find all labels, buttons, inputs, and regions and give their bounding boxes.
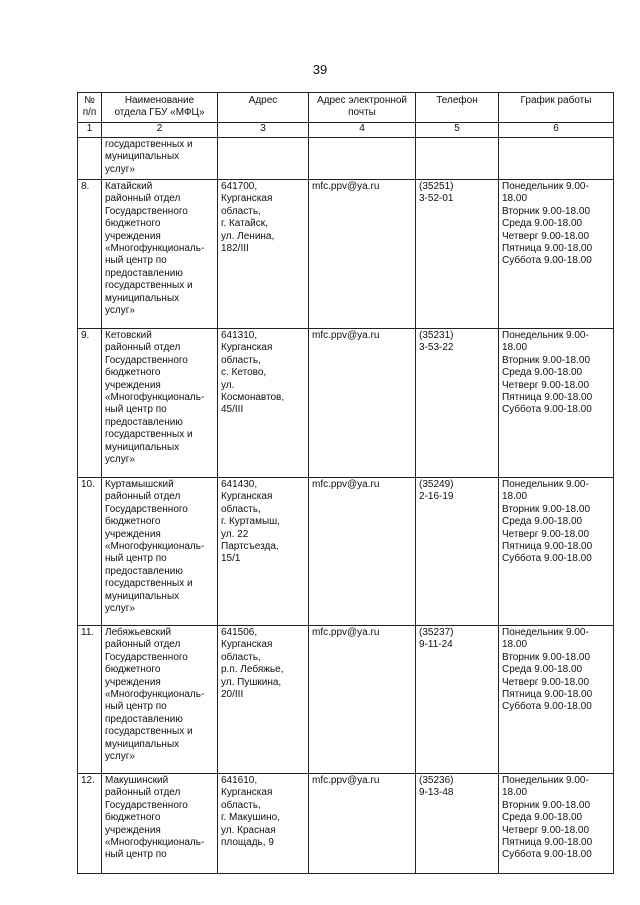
department-name: государственных и муниципальных услуг»: [102, 138, 218, 180]
department-address: 641310, Курганская область, с. Кетово, ул. Космонавтов, 45/III: [218, 329, 309, 478]
header-department-name: Наименование отдела ГБУ «МФЦ»: [102, 93, 218, 123]
column-number: 1: [78, 123, 102, 138]
department-schedule: Понедельник 9.00- 18.00 Вторник 9.00-18.00 Среда 9.00-18.00 Четверг 9.00-18.00 Пятница 9.00-18.00 Суббота 9.00-18.00: [499, 329, 614, 478]
department-phone: (35249) 2-16-19: [416, 478, 499, 626]
department-address: 641700, Курганская область, г. Катайск, ул. Ленина, 182/III: [218, 180, 309, 329]
department-phone: (35231) 3-53-22: [416, 329, 499, 478]
department-phone: [416, 138, 499, 180]
department-address: [218, 138, 309, 180]
row-number: 10.: [78, 478, 102, 626]
row-number: 11.: [78, 626, 102, 774]
table-row: [78, 774, 614, 874]
department-schedule: Понедельник 9.00- 18.00 Вторник 9.00-18.00 Среда 9.00-18.00 Четверг 9.00-18.00 Пятница 9.00-18.00 Суббота 9.00-18.00: [499, 774, 614, 874]
table-row: [78, 180, 614, 329]
header-phone: Телефон: [416, 93, 499, 123]
department-phone: (35251) 3-52-01: [416, 180, 499, 329]
department-phone: (35236) 9-13-48: [416, 774, 499, 874]
department-name: Катайский районный отдел Государственного бюджетного учреждения «Многофункциональ- ный центр по предоставлению государственных и муниципальных услуг»: [102, 180, 218, 329]
department-schedule: Понедельник 9.00- 18.00 Вторник 9.00-18.00 Среда 9.00-18.00 Четверг 9.00-18.00 Пятница 9.00-18.00 Суббота 9.00-18.00: [499, 478, 614, 626]
department-schedule: Понедельник 9.00- 18.00 Вторник 9.00-18.00 Среда 9.00-18.00 Четверг 9.00-18.00 Пятница 9.00-18.00 Суббота 9.00-18.00: [499, 180, 614, 329]
department-name: Лебяжьевский районный отдел Государственного бюджетного учреждения «Многофункциональ- ный центр по предоставлению государственных и муниципальных услуг»: [102, 626, 218, 774]
department-name: Кетовский районный отдел Государственного бюджетного учреждения «Многофункциональ- ный центр по предоставлению государственных и муниципальных услуг»: [102, 329, 218, 478]
department-email: [309, 138, 416, 180]
header-number: № п/п: [78, 93, 102, 123]
column-number: 2: [102, 123, 218, 138]
table-row: [78, 138, 614, 180]
department-email: mfc.ppv@ya.ru: [309, 478, 416, 626]
row-number: [78, 138, 102, 180]
header-schedule: График работы: [499, 93, 614, 123]
department-name: Макушинский районный отдел Государственного бюджетного учреждения «Многофункциональ- ный центр по: [102, 774, 218, 874]
column-number: 4: [309, 123, 416, 138]
department-schedule: Понедельник 9.00- 18.00 Вторник 9.00-18.00 Среда 9.00-18.00 Четверг 9.00-18.00 Пятница 9.00-18.00 Суббота 9.00-18.00: [499, 626, 614, 774]
row-number: 12.: [78, 774, 102, 874]
row-number: 9.: [78, 329, 102, 478]
table-row: [78, 626, 614, 774]
column-number-row: [78, 123, 614, 138]
department-email: mfc.ppv@ya.ru: [309, 329, 416, 478]
department-address: 641430, Курганская область, г. Куртамыш, ул. 22 Партсъезда, 15/1: [218, 478, 309, 626]
page-number: 39: [312, 62, 328, 77]
department-phone: (35237) 9-11-24: [416, 626, 499, 774]
mfc-departments-table: [77, 92, 614, 874]
department-address: 641506, Курганская область, р.п. Лебяжье, ул. Пушкина, 20/III: [218, 626, 309, 774]
department-name: Куртамышский районный отдел Государственного бюджетного учреждения «Многофункциональ- ный центр по предоставлению государственных и муниципальных услуг»: [102, 478, 218, 626]
department-email: mfc.ppv@ya.ru: [309, 774, 416, 874]
department-address: 641610, Курганская область, г. Макушино, ул. Красная площадь, 9: [218, 774, 309, 874]
department-email: mfc.ppv@ya.ru: [309, 180, 416, 329]
column-number: 6: [499, 123, 614, 138]
table-row: [78, 478, 614, 626]
column-number: 5: [416, 123, 499, 138]
row-number: 8.: [78, 180, 102, 329]
department-schedule: [499, 138, 614, 180]
header-row: [78, 93, 614, 123]
header-address: Адрес: [218, 93, 309, 123]
table-row: [78, 329, 614, 478]
header-email: Адрес электронной почты: [309, 93, 416, 123]
department-email: mfc.ppv@ya.ru: [309, 626, 416, 774]
column-number: 3: [218, 123, 309, 138]
